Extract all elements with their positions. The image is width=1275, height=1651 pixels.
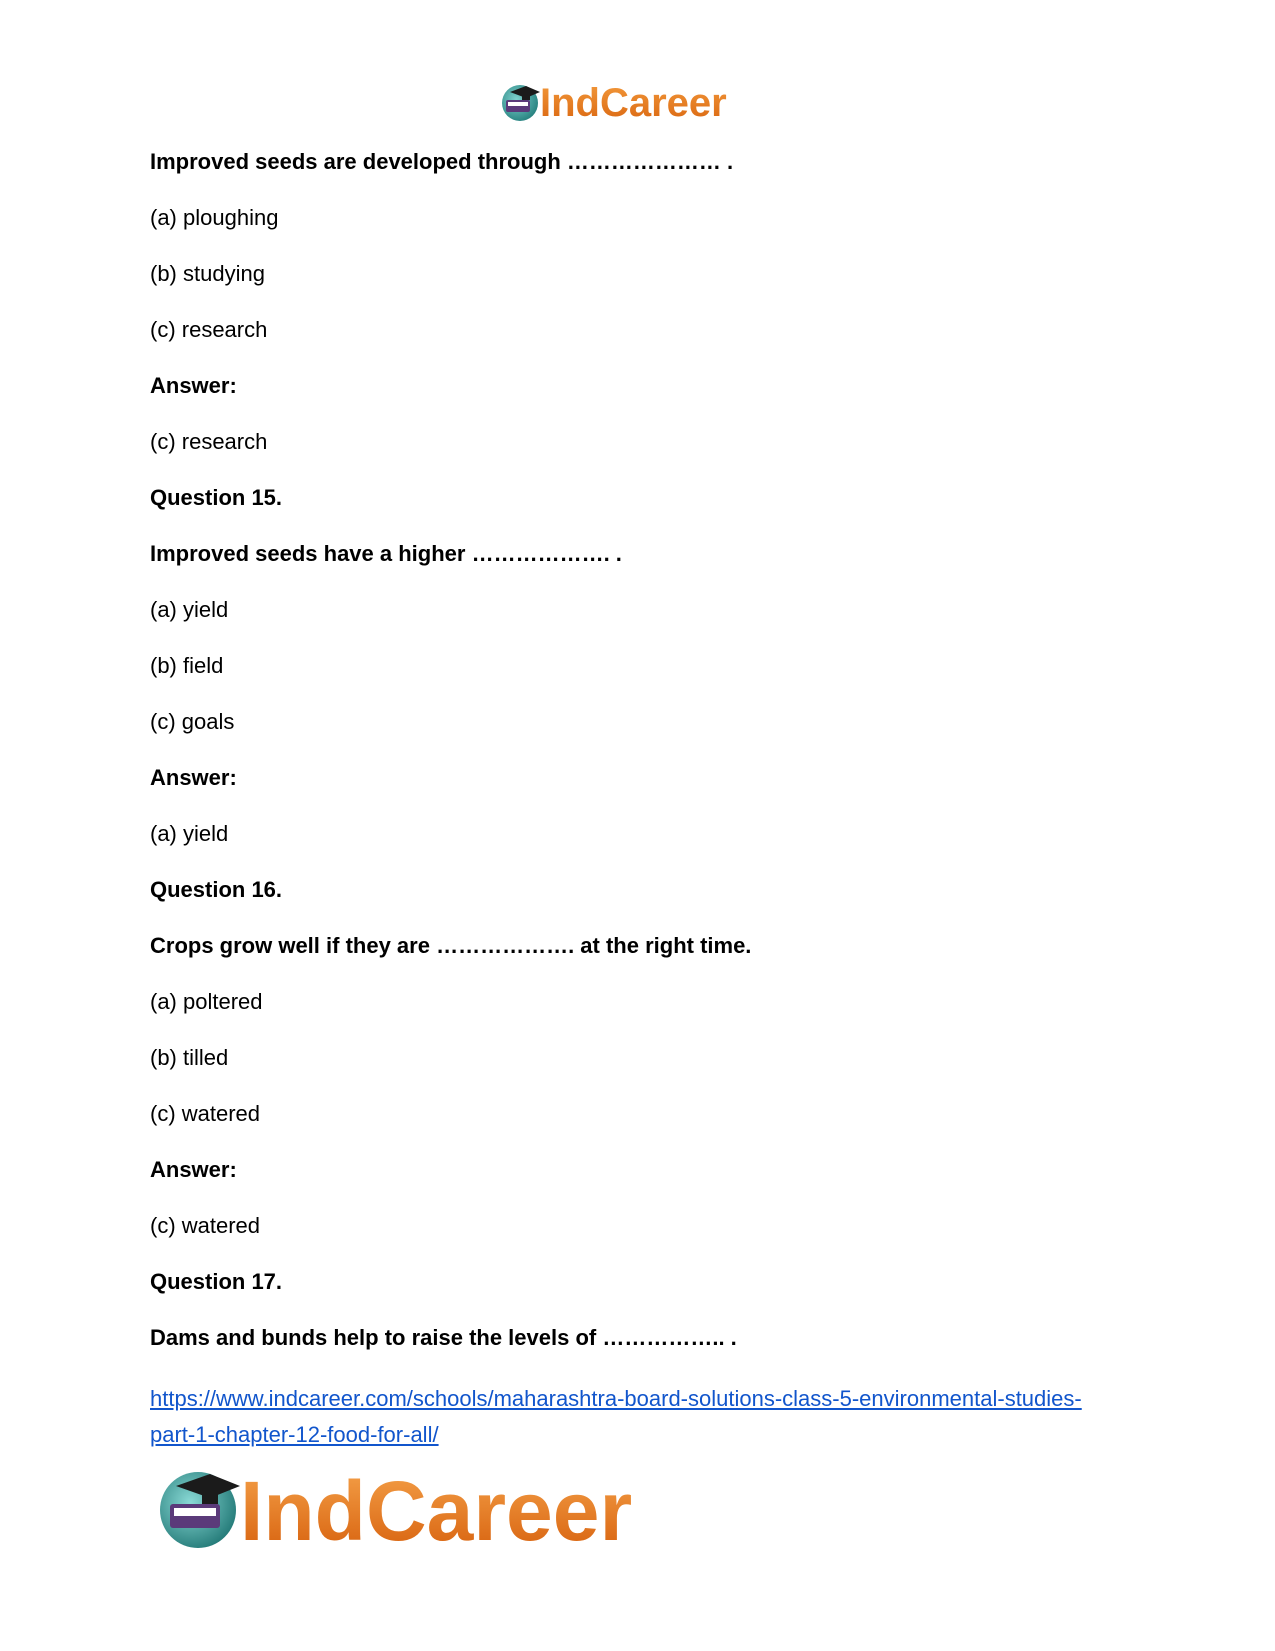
bold-text-line: Question 15. <box>150 485 283 510</box>
bold-text-line: Answer: <box>150 373 237 398</box>
bold-text-line: Dams and bunds help to raise the levels of …………….. . <box>150 1325 737 1350</box>
option-text-line: (b) field <box>150 653 224 678</box>
brand-wordmark: IndCareer <box>240 1464 633 1556</box>
bold-text-line: Improved seeds have a higher ………………. . <box>150 541 622 566</box>
bold-text-line: Improved seeds are developed through ………………… . <box>150 149 734 174</box>
bold-text-line: Crops grow well if they are ………………. at the right time. <box>150 933 752 958</box>
source-link-line-1[interactable]: https://www.indcareer.com/schools/maharashtra-board-solutions-class-5-environmental-studies- <box>150 1386 1082 1411</box>
option-text-line: (c) watered <box>150 1101 261 1126</box>
bold-text-line: Answer: <box>150 1157 237 1182</box>
option-text-line: (b) tilled <box>150 1045 229 1070</box>
brand-wordmark: IndCareer <box>540 81 727 125</box>
bold-text-line: Answer: <box>150 765 237 790</box>
option-text-line: (b) studying <box>150 261 265 286</box>
header-logo <box>500 78 770 128</box>
option-text-line: (c) research <box>150 317 268 342</box>
option-text-line: (a) ploughing <box>150 205 279 230</box>
option-text-line: (a) poltered <box>150 989 263 1014</box>
graduation-cap-book-globe-icon <box>160 1472 240 1548</box>
option-text-line: (a) yield <box>150 597 229 622</box>
source-link-line-2[interactable]: part-1-chapter-12-food-for-all/ <box>150 1422 439 1447</box>
option-text-line: (a) yield <box>150 821 229 846</box>
graduation-cap-book-globe-icon <box>502 85 540 121</box>
source-link[interactable] <box>150 1381 1130 1453</box>
bold-text-line: Question 16. <box>150 877 283 902</box>
bold-text-line: Question 17. <box>150 1269 283 1294</box>
option-text-line: (c) goals <box>150 709 235 734</box>
option-text-line: (c) research <box>150 429 268 454</box>
option-text-line: (c) watered <box>150 1213 261 1238</box>
footer-logo <box>158 1462 698 1556</box>
